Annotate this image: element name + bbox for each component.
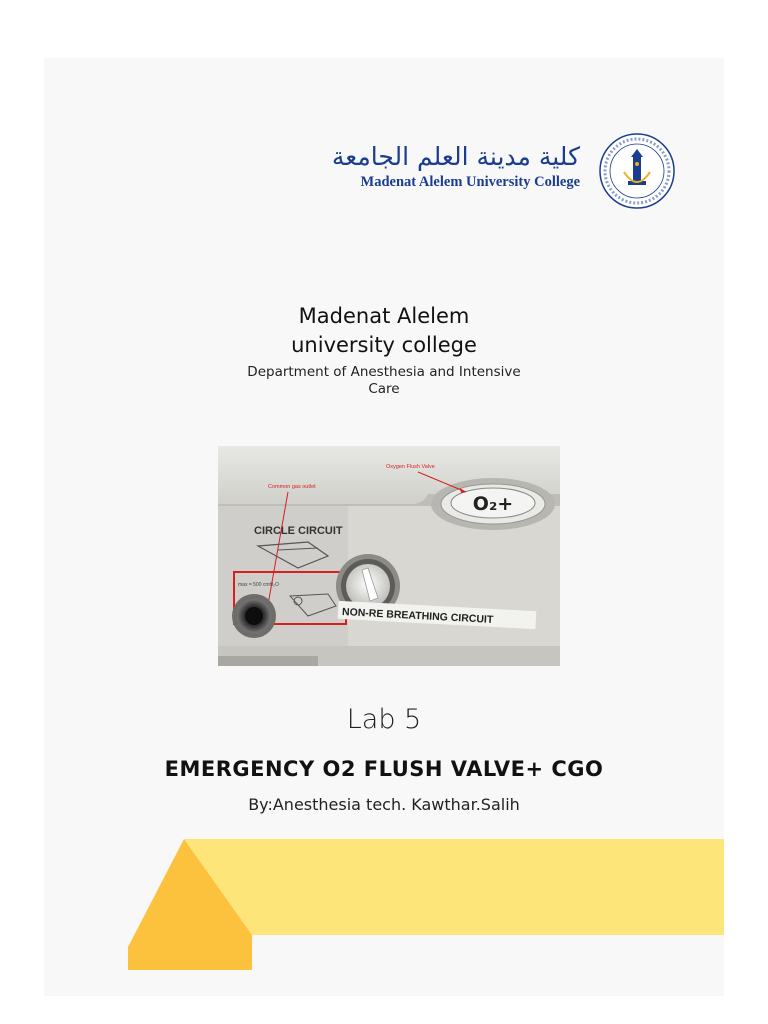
- college-logo: [331, 132, 680, 212]
- yellow-banner-shape: [184, 839, 724, 935]
- author-line: By:Anesthesia tech. Kawthar.Salih: [248, 795, 520, 814]
- gas-outlet-annotation: Common gas outlet: [268, 484, 316, 490]
- pressure-text: max = 500 cmH₂O: [238, 582, 279, 588]
- department-name: Department of Anesthesia and Intensive Care: [247, 364, 521, 397]
- logo-english-text: Madenat Alelem University College: [360, 174, 580, 190]
- o2-button-label: O₂+: [472, 493, 514, 515]
- decorative-shapes: [120, 835, 728, 970]
- photo-illustration: [218, 446, 560, 666]
- college-name: [44, 302, 724, 360]
- anesthesia-machine-photo: [218, 446, 560, 666]
- circle-circuit-text: CIRCLE CIRCUIT: [254, 525, 343, 537]
- college-seal-icon: [598, 132, 676, 210]
- lab-title: EMERGENCY O2 FLUSH VALVE+ CGO: [164, 757, 604, 781]
- lab-number: Lab 5: [346, 704, 422, 735]
- flush-valve-annotation: Oxygen Flush Valve: [386, 464, 435, 470]
- college-name-line2: university college: [291, 333, 477, 357]
- non-rebreathing-text: NON-RE BREATHING CIRCUIT: [341, 606, 494, 626]
- college-name-line1: Madenat Alelem: [298, 304, 470, 328]
- logo-arabic-text: كلية مدينة العلم الجامعة: [331, 142, 580, 171]
